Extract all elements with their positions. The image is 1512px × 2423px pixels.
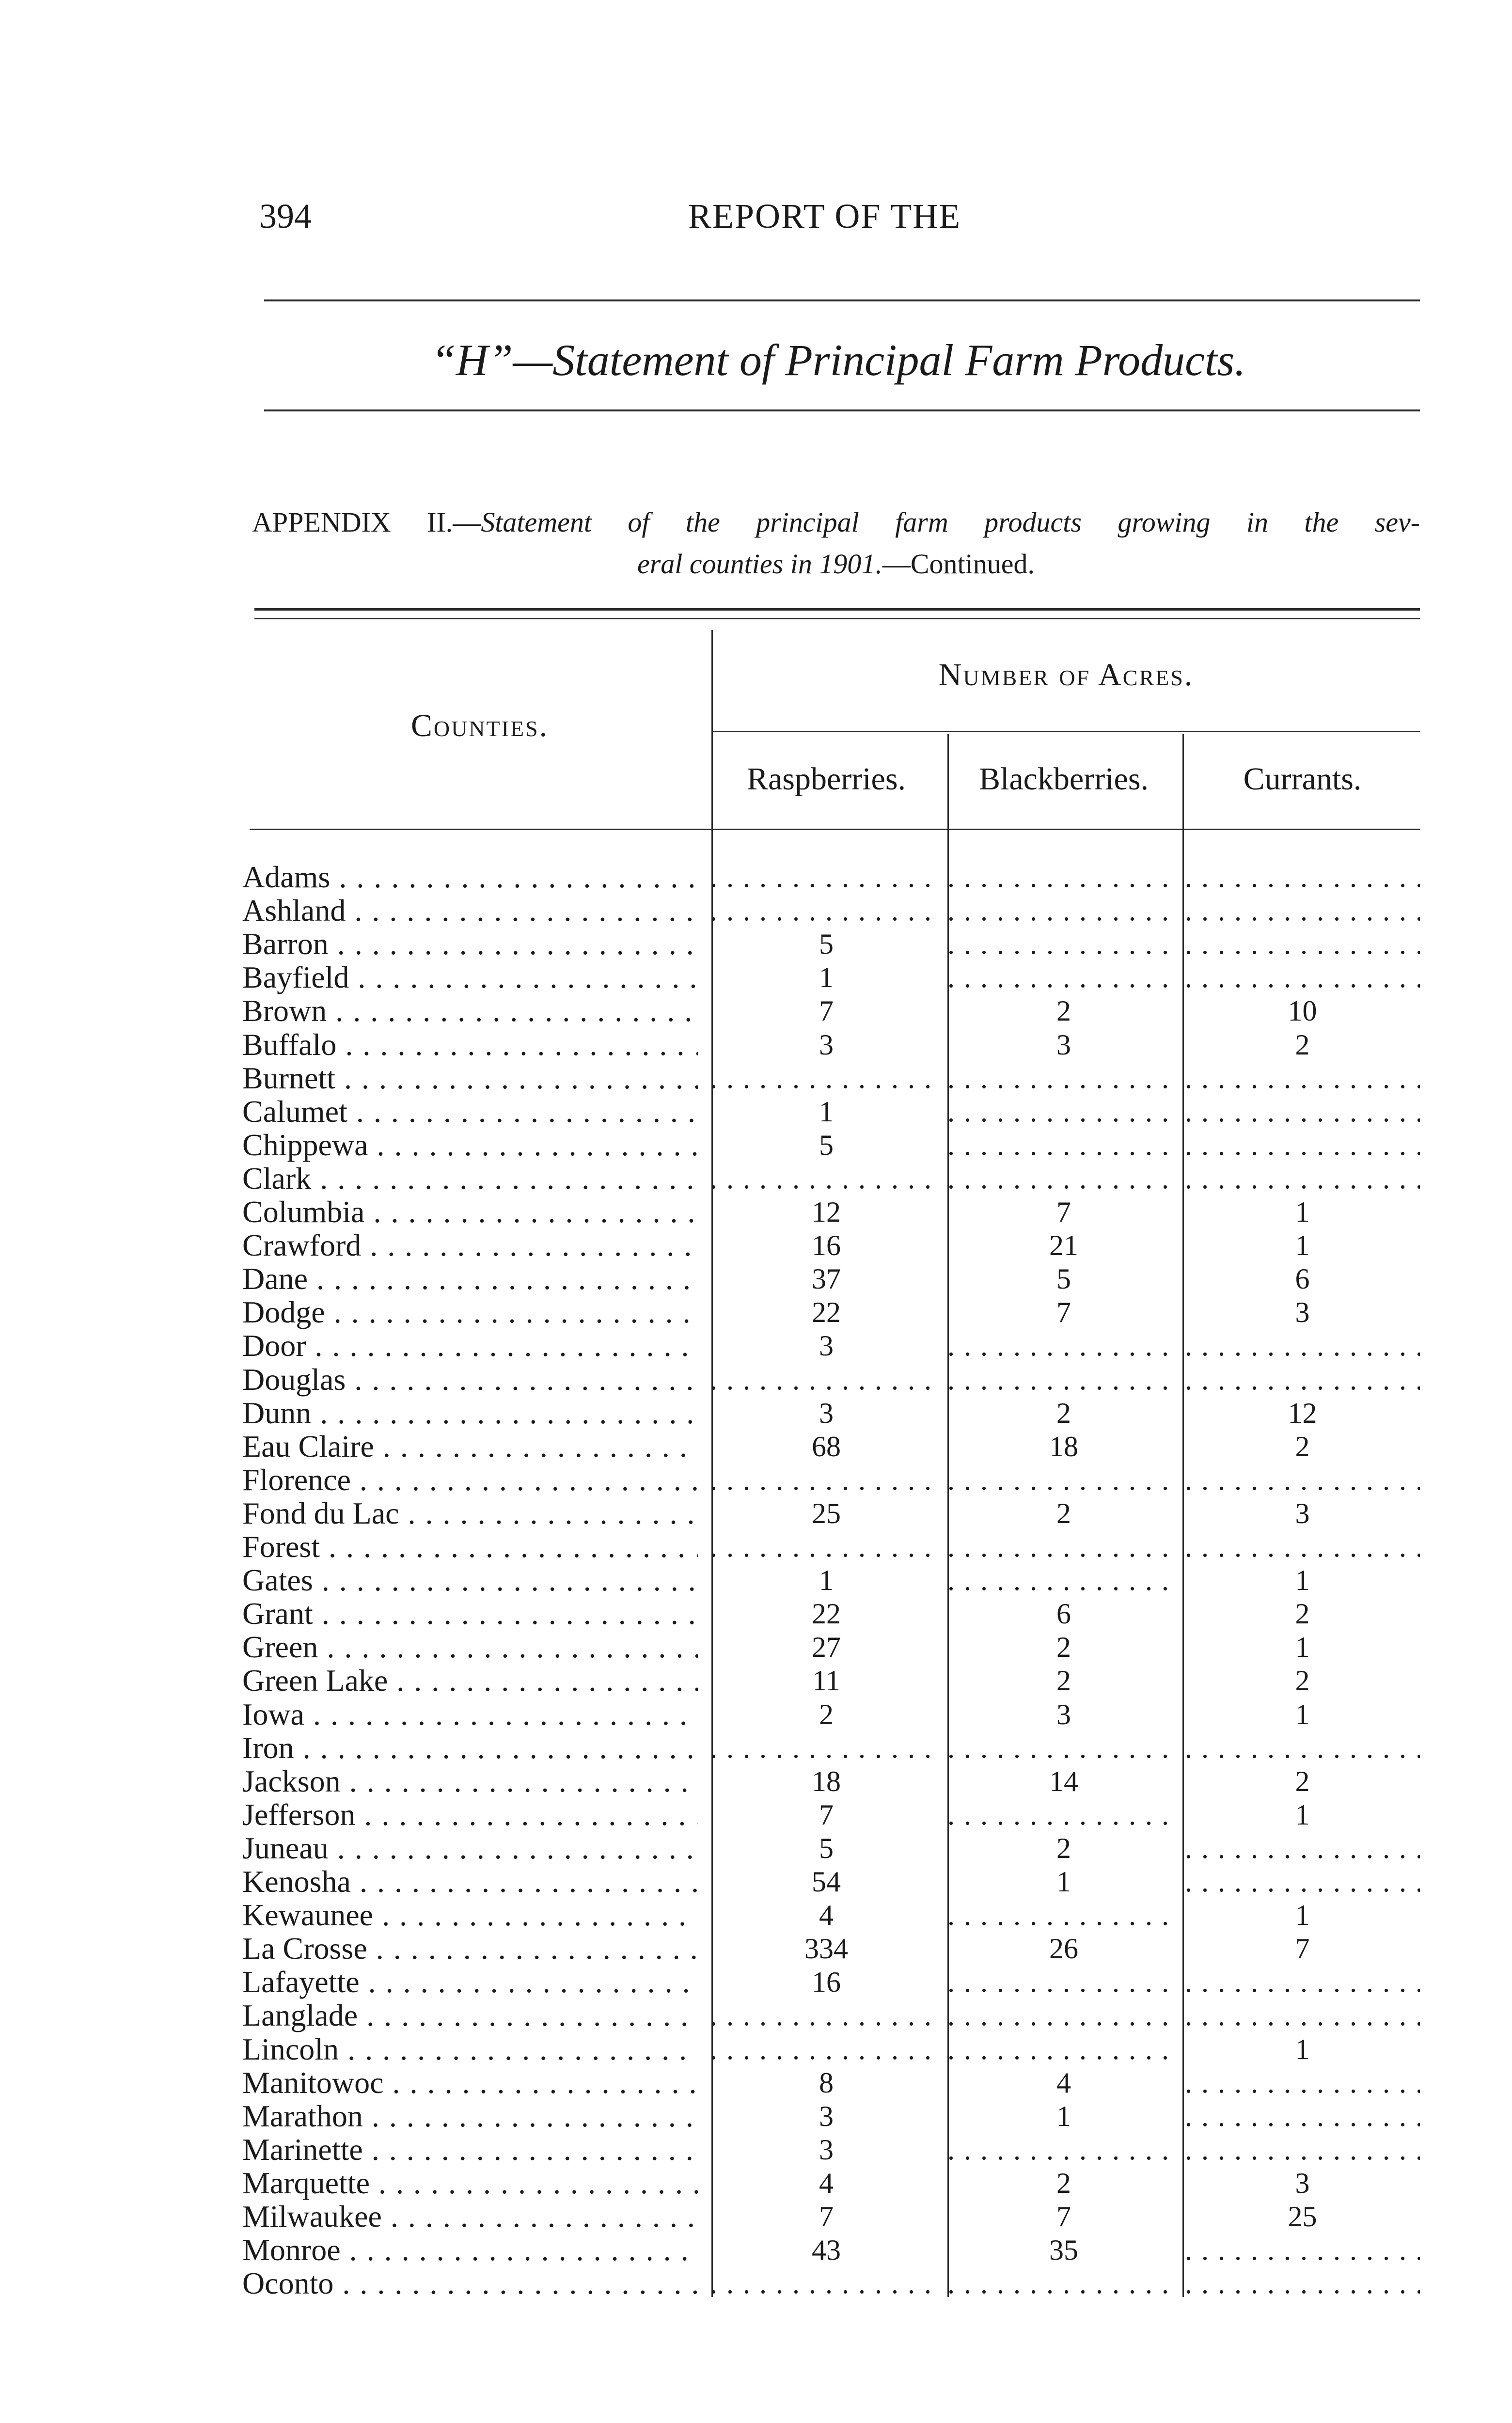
cell-currants: 1 xyxy=(1295,1229,1310,1262)
table-row xyxy=(0,2066,1512,2100)
table-row xyxy=(0,1563,1512,1597)
county-name: Kewaunee . . . xyxy=(242,1898,698,1932)
county-name: Monroe . . . xyxy=(242,2233,698,2267)
cell-blackberries: 1 xyxy=(1056,1866,1071,1898)
table-row xyxy=(0,1329,1512,1363)
number-of-acres-header: Number of Acres. xyxy=(938,657,1194,692)
cell-blackberries xyxy=(947,927,1180,961)
table-row xyxy=(0,1295,1512,1329)
cell-blackberries xyxy=(947,1898,1180,1932)
county-name: Milwaukee . . . xyxy=(242,2200,698,2234)
cell-currants: 2 xyxy=(1295,1598,1310,1630)
cell-blackberries xyxy=(947,860,1180,894)
cell-blackberries: 2 xyxy=(1056,1397,1071,1429)
table-row xyxy=(0,1061,1512,1095)
table-row xyxy=(0,2133,1512,2167)
column-header-raspberries: Raspberries. xyxy=(746,761,906,797)
cell-currants xyxy=(1185,1530,1420,1564)
county-name: Iowa . . . xyxy=(242,1698,698,1731)
cell-blackberries xyxy=(947,1363,1180,1397)
cell-currants xyxy=(1185,2266,1420,2300)
table-row xyxy=(0,1798,1512,1832)
cell-blackberries: 26 xyxy=(1049,1933,1078,1965)
cell-blackberries: 2 xyxy=(1056,1832,1071,1864)
county-name: Green Lake . . . xyxy=(242,1664,698,1698)
county-name: Barron . . . xyxy=(242,927,698,961)
cell-currants xyxy=(1185,1329,1420,1363)
cell-currants: 1 xyxy=(1295,1798,1310,1831)
cell-currants xyxy=(1185,1965,1420,1999)
cell-blackberries xyxy=(947,1162,1180,1196)
cell-raspberries: 16 xyxy=(812,1229,841,1262)
header-bottom-rule xyxy=(250,829,1420,830)
title-top-rule xyxy=(264,299,1420,301)
cell-raspberries: 16 xyxy=(812,1966,841,1998)
county-name: Manitowoc . . . xyxy=(242,2066,698,2100)
cell-blackberries: 2 xyxy=(1056,995,1071,1027)
table-row xyxy=(0,1463,1512,1497)
cell-raspberries: 3 xyxy=(819,1330,834,1362)
table-row xyxy=(0,1128,1512,1162)
cell-blackberries: 4 xyxy=(1056,2066,1071,2099)
cell-raspberries: 3 xyxy=(819,2100,834,2132)
cell-raspberries: 4 xyxy=(819,1899,834,1932)
cell-raspberries xyxy=(710,1530,943,1564)
table-row xyxy=(0,1228,1512,1262)
cell-currants: 2 xyxy=(1295,1665,1310,1697)
table-row xyxy=(0,927,1512,961)
table-row xyxy=(0,1262,1512,1296)
appendix-caption xyxy=(252,502,1420,585)
cell-raspberries: 27 xyxy=(812,1631,841,1664)
cell-blackberries xyxy=(947,1128,1180,1162)
cell-raspberries xyxy=(710,1061,943,1095)
cell-raspberries: 22 xyxy=(812,1296,841,1329)
table-row xyxy=(0,1965,1512,1999)
county-name: Dodge . . . xyxy=(242,1295,698,1329)
county-name: Forest . . . xyxy=(242,1530,698,1564)
cell-raspberries: 11 xyxy=(812,1665,840,1697)
cell-blackberries: 2 xyxy=(1056,1665,1071,1697)
cell-raspberries: 12 xyxy=(812,1196,841,1228)
cell-raspberries xyxy=(710,1363,943,1397)
county-name: Ashland . . . xyxy=(242,894,698,928)
cell-blackberries xyxy=(947,894,1180,928)
table-row xyxy=(0,1764,1512,1798)
cell-raspberries: 8 xyxy=(819,2066,834,2099)
cell-raspberries: 3 xyxy=(819,1028,834,1061)
table-row xyxy=(0,1496,1512,1530)
cell-raspberries xyxy=(710,1162,943,1196)
cell-raspberries: 3 xyxy=(819,2133,834,2166)
cell-blackberries xyxy=(947,1998,1180,2032)
cell-raspberries xyxy=(710,2266,943,2300)
cell-blackberries xyxy=(947,1329,1180,1363)
county-name: Eau Claire . . . xyxy=(242,1430,698,1463)
appendix-continued: —Continued. xyxy=(882,548,1035,580)
cell-currants: 1 xyxy=(1295,1564,1310,1597)
table-row xyxy=(0,1630,1512,1664)
cell-blackberries xyxy=(947,2032,1180,2066)
cell-raspberries xyxy=(710,860,943,894)
county-name: Buffalo . . . xyxy=(242,1028,698,1062)
county-name: Adams . . . xyxy=(242,860,698,894)
cell-currants: 2 xyxy=(1295,1028,1310,1061)
cell-blackberries xyxy=(947,1563,1180,1597)
column-header-blackberries: Blackberries. xyxy=(978,761,1149,797)
appendix-label: APPENDIX II.— xyxy=(252,506,481,538)
page-number: 394 xyxy=(259,197,312,236)
cell-currants: 10 xyxy=(1288,995,1317,1027)
cell-currants: 6 xyxy=(1295,1263,1310,1295)
cell-currants xyxy=(1185,860,1420,894)
cell-currants: 1 xyxy=(1295,1631,1310,1664)
county-name: Jackson . . . xyxy=(242,1764,698,1798)
cell-blackberries xyxy=(947,1965,1180,1999)
cell-blackberries: 14 xyxy=(1049,1765,1078,1797)
county-name: Burnett . . . xyxy=(242,1061,698,1095)
county-name: Gates . . . xyxy=(242,1563,698,1597)
cell-raspberries: 5 xyxy=(819,928,834,960)
cell-raspberries xyxy=(710,1998,943,2032)
cell-currants xyxy=(1185,1061,1420,1095)
cell-raspberries: 5 xyxy=(819,1129,834,1161)
table-row xyxy=(0,2200,1512,2234)
cell-currants xyxy=(1185,1731,1420,1765)
table-row xyxy=(0,2233,1512,2267)
cell-currants: 25 xyxy=(1288,2201,1317,2233)
cell-blackberries: 7 xyxy=(1056,1296,1071,1329)
cell-currants: 1 xyxy=(1295,1899,1310,1932)
table-row xyxy=(0,1831,1512,1865)
county-name: Douglas . . . xyxy=(242,1363,698,1397)
cell-raspberries: 1 xyxy=(819,961,834,994)
cell-currants: 3 xyxy=(1295,2167,1310,2199)
appendix-caption-line-2: eral counties in 1901. xyxy=(637,548,882,580)
cell-raspberries: 7 xyxy=(819,1798,834,1831)
counties-header: Counties. xyxy=(410,708,549,743)
county-name: Fond du Lac . . . xyxy=(242,1496,698,1530)
county-name: Iron . . . xyxy=(242,1731,698,1765)
cell-blackberries xyxy=(947,1095,1180,1129)
county-name: Dunn . . . xyxy=(242,1396,698,1430)
county-name: Clark . . . xyxy=(242,1162,698,1196)
county-name: Chippewa . . . xyxy=(242,1128,698,1162)
cell-currants: 2 xyxy=(1295,1430,1310,1463)
table-row xyxy=(0,1162,1512,1196)
table-row xyxy=(0,1396,1512,1430)
county-name: La Crosse . . . xyxy=(242,1932,698,1966)
cell-raspberries: 54 xyxy=(812,1866,841,1898)
table-row xyxy=(0,1731,1512,1765)
cell-blackberries: 2 xyxy=(1056,2167,1071,2199)
cell-blackberries xyxy=(947,1731,1180,1765)
cell-currants xyxy=(1185,1463,1420,1497)
county-name: Door . . . xyxy=(242,1329,698,1363)
table-row xyxy=(0,1095,1512,1129)
table-row xyxy=(0,1865,1512,1899)
county-name: Calumet . . . xyxy=(242,1095,698,1129)
county-name: Marathon . . . xyxy=(242,2099,698,2133)
cell-currants xyxy=(1185,927,1420,961)
table-row xyxy=(0,1530,1512,1564)
cell-raspberries: 7 xyxy=(819,2201,834,2233)
cell-currants xyxy=(1185,894,1420,928)
county-name: Lafayette . . . xyxy=(242,1965,698,1999)
cell-raspberries xyxy=(710,894,943,928)
cell-currants: 7 xyxy=(1295,1933,1310,1965)
cell-blackberries: 2 xyxy=(1056,1631,1071,1664)
table-row xyxy=(0,1195,1512,1229)
cell-raspberries xyxy=(710,1731,943,1765)
table-row xyxy=(0,894,1512,928)
county-name: Crawford . . . xyxy=(242,1228,698,1262)
column-header-currants: Currants. xyxy=(1243,761,1362,797)
table-row xyxy=(0,960,1512,994)
county-name: Kenosha . . . xyxy=(242,1865,698,1899)
cell-blackberries xyxy=(947,960,1180,994)
table-row xyxy=(0,2166,1512,2200)
cell-blackberries xyxy=(947,2133,1180,2167)
cell-raspberries: 4 xyxy=(819,2167,834,2199)
cell-blackberries: 1 xyxy=(1056,2100,1071,2132)
cell-blackberries: 3 xyxy=(1056,1028,1071,1061)
cell-raspberries: 1 xyxy=(819,1564,834,1597)
cell-currants: 3 xyxy=(1295,1497,1310,1529)
cell-raspberries: 25 xyxy=(812,1497,841,1529)
county-name: Green . . . xyxy=(242,1630,698,1664)
county-name: Dane . . . xyxy=(242,1262,698,1296)
cell-blackberries xyxy=(947,2266,1180,2300)
cell-raspberries: 18 xyxy=(812,1765,841,1797)
table-row xyxy=(0,860,1512,894)
cell-blackberries: 7 xyxy=(1056,2201,1071,2233)
table-row xyxy=(0,1698,1512,1731)
cell-raspberries: 334 xyxy=(804,1933,848,1965)
county-name: Langlade . . . xyxy=(242,1998,698,2032)
cell-raspberries: 3 xyxy=(819,1397,834,1429)
cell-currants xyxy=(1185,1095,1420,1129)
cell-raspberries: 1 xyxy=(819,1095,834,1128)
section-title: “H”—Statement of Principal Farm Products. xyxy=(431,335,1246,385)
table-row xyxy=(0,1597,1512,1631)
county-name: Jefferson . . . xyxy=(242,1798,698,1832)
cell-currants xyxy=(1185,2133,1420,2167)
table-row xyxy=(0,1898,1512,1932)
cell-blackberries: 35 xyxy=(1049,2234,1078,2266)
cell-blackberries xyxy=(947,1530,1180,1564)
county-name: Juneau . . . xyxy=(242,1831,698,1865)
cell-currants: 2 xyxy=(1295,1765,1310,1797)
table-row xyxy=(0,1363,1512,1397)
cell-raspberries: 5 xyxy=(819,1832,834,1864)
table-top-rule-2 xyxy=(254,618,1420,619)
cell-raspberries xyxy=(710,2032,943,2066)
appendix-caption-line-1: Statement of the principal farm products growing in the sev- xyxy=(481,506,1420,538)
county-name: Marquette . . . xyxy=(242,2166,698,2200)
cell-raspberries: 22 xyxy=(812,1598,841,1630)
county-name: Florence . . . xyxy=(242,1463,698,1497)
cell-currants xyxy=(1185,2233,1420,2267)
county-name: Marinette . . . xyxy=(242,2133,698,2167)
cell-currants xyxy=(1185,1128,1420,1162)
cell-currants: 3 xyxy=(1295,1296,1310,1329)
cell-blackberries: 2 xyxy=(1056,1497,1071,1529)
cell-blackberries: 21 xyxy=(1049,1229,1078,1262)
cell-blackberries xyxy=(947,1798,1180,1832)
county-name: Brown . . . xyxy=(242,994,698,1028)
cell-currants xyxy=(1185,1865,1420,1899)
table-row xyxy=(0,1932,1512,1966)
cell-currants: 1 xyxy=(1295,2033,1310,2065)
cell-blackberries: 3 xyxy=(1056,1698,1071,1731)
cell-blackberries: 18 xyxy=(1049,1430,1078,1463)
cell-raspberries: 2 xyxy=(819,1698,834,1731)
cell-currants xyxy=(1185,1363,1420,1397)
cell-currants: 1 xyxy=(1295,1698,1310,1731)
table-row xyxy=(0,2266,1512,2300)
cell-currants xyxy=(1185,960,1420,994)
acres-header-rule xyxy=(712,731,1420,732)
county-name: Bayfield . . . xyxy=(242,960,698,994)
cell-currants xyxy=(1185,2066,1420,2100)
table-top-rule-1 xyxy=(254,608,1420,611)
table-row xyxy=(0,994,1512,1028)
cell-currants xyxy=(1185,1831,1420,1865)
cell-blackberries: 6 xyxy=(1056,1598,1071,1630)
table-row xyxy=(0,1998,1512,2032)
cell-currants xyxy=(1185,1998,1420,2032)
running-head: REPORT OF THE xyxy=(688,197,961,236)
cell-blackberries xyxy=(947,1061,1180,1095)
table-row xyxy=(0,2099,1512,2133)
cell-currants: 12 xyxy=(1288,1397,1317,1429)
county-name: Oconto . . . xyxy=(242,2266,698,2300)
table-row xyxy=(0,1028,1512,1062)
table-row xyxy=(0,1430,1512,1463)
cell-raspberries: 68 xyxy=(812,1430,841,1463)
cell-currants xyxy=(1185,2099,1420,2133)
cell-raspberries: 43 xyxy=(812,2234,841,2266)
cell-blackberries: 5 xyxy=(1056,1263,1071,1295)
cell-raspberries: 37 xyxy=(812,1263,841,1295)
title-bottom-rule xyxy=(264,409,1420,411)
cell-raspberries: 7 xyxy=(819,995,834,1027)
cell-currants xyxy=(1185,1162,1420,1196)
cell-raspberries xyxy=(710,1463,943,1497)
table-row xyxy=(0,2032,1512,2066)
table-row xyxy=(0,1664,1512,1698)
county-name: Grant . . . xyxy=(242,1597,698,1631)
cell-blackberries: 7 xyxy=(1056,1196,1071,1228)
county-name: Lincoln . . . xyxy=(242,2032,698,2066)
cell-blackberries xyxy=(947,1463,1180,1497)
cell-currants: 1 xyxy=(1295,1196,1310,1228)
county-name: Columbia . . . xyxy=(242,1195,698,1229)
